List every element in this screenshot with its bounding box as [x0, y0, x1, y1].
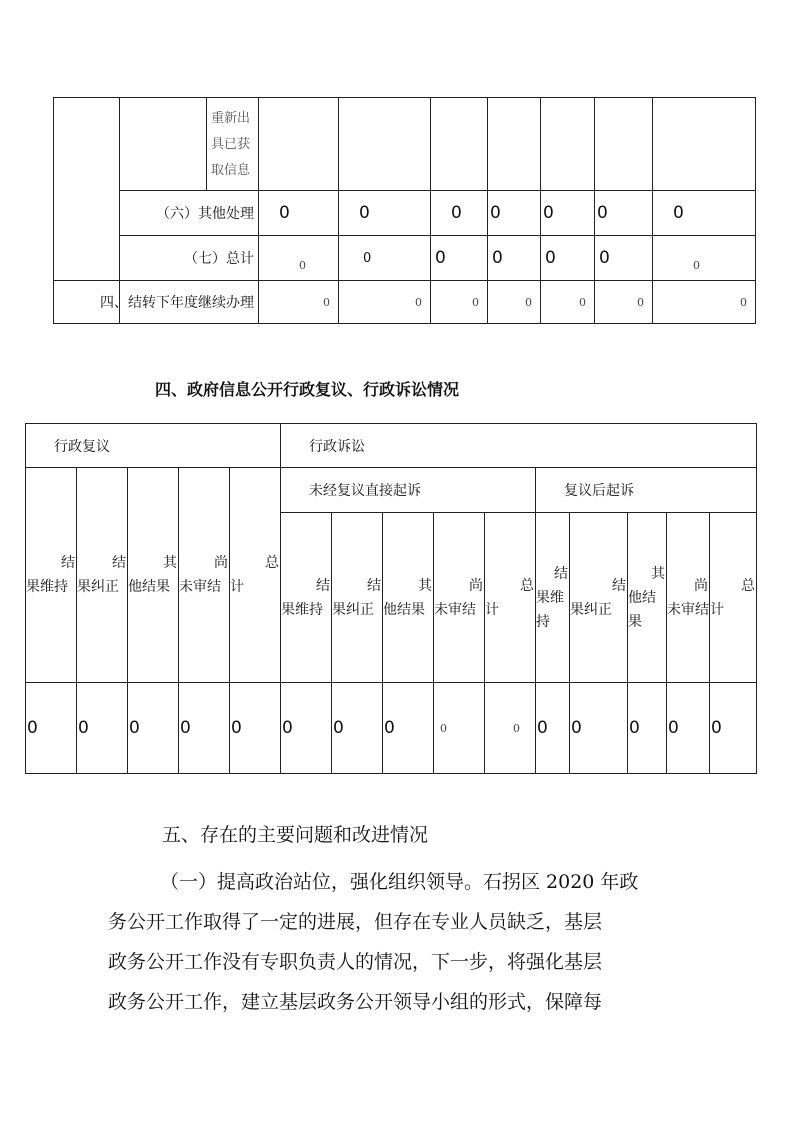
column-header-text: 结果纠正 — [77, 555, 126, 595]
table-cell: 0 — [540, 235, 595, 281]
table-cell: 0 — [331, 682, 383, 774]
table-cell: 0 — [627, 682, 667, 774]
table-cell: 0 — [258, 235, 339, 281]
row-label: （七）总计 — [119, 235, 259, 281]
table-cell: 0 — [338, 190, 431, 236]
paragraph-line: 政务公开工作没有专职负责人的情况，下一步，将强化基层 — [108, 951, 603, 973]
column-header-text: 其他结果 — [383, 577, 432, 618]
column-header — [433, 512, 485, 683]
column-header — [535, 512, 570, 683]
column-header-text: 尚未审结 — [434, 577, 483, 618]
table-cell: 0 — [382, 682, 434, 774]
paragraph-line: 政务公开工作，建立基层政务公开领导小组的形式，保障每 — [108, 991, 603, 1013]
table-cell: 0 — [535, 682, 570, 774]
table-cell: 0 — [594, 190, 653, 236]
table-cell: 0 — [280, 682, 332, 774]
row-label: （六）其他处理 — [119, 190, 259, 236]
header-direct: 未经复议直接起诉 — [280, 467, 536, 513]
table-cell: 0 — [594, 280, 653, 324]
table-cell: 0 — [652, 235, 756, 281]
paragraph-line: 务公开工作取得了一定的进展，但存在专业人员缺乏，基层 — [108, 911, 603, 933]
column-header — [569, 512, 628, 683]
table-cell: 0 — [594, 235, 653, 281]
column-header-text: 结果维持 — [26, 555, 75, 595]
column-header-text: 其他结果 — [628, 565, 665, 630]
header-litigation: 行政诉讼 — [280, 423, 757, 468]
column-header — [382, 512, 434, 683]
column-header — [627, 512, 667, 683]
column-header — [666, 512, 710, 683]
column-header-text: 总计 — [230, 555, 279, 595]
column-header-text: 结果维持 — [281, 577, 330, 618]
column-header — [484, 512, 536, 683]
column-header-text: 结果纠正 — [332, 577, 381, 618]
table-cell: 0 — [76, 682, 128, 774]
table-cell: 0 — [433, 682, 485, 774]
empty-cell — [652, 97, 756, 191]
section-5-title: 五、存在的主要问题和改进情况 — [162, 824, 429, 846]
column-header-text: 结果纠正 — [570, 577, 626, 618]
row-label: 四、结转下年度继续办理 — [53, 280, 259, 324]
column-header-text: 总计 — [485, 577, 534, 618]
table-cell: 0 — [229, 682, 281, 774]
table-cell: 0 — [430, 190, 488, 236]
column-header — [229, 467, 281, 683]
table-cell: 0 — [569, 682, 628, 774]
table-cell: 0 — [652, 280, 756, 324]
table-cell: 0 — [666, 682, 710, 774]
empty-cell — [594, 97, 653, 191]
empty-cell — [430, 97, 488, 191]
table-cell: 0 — [652, 190, 756, 236]
table-cell: 0 — [709, 682, 757, 774]
table-cell: 0 — [430, 280, 488, 324]
column-header-text: 结果维持 — [536, 565, 568, 630]
column-header — [178, 467, 230, 683]
table-cell: 0 — [338, 235, 431, 281]
table-cell: 0 — [178, 682, 230, 774]
table-cell: 0 — [487, 235, 541, 281]
table-cell: 0 — [540, 280, 595, 324]
table-cell: 0 — [484, 682, 536, 774]
column-header — [709, 512, 757, 683]
column-header — [331, 512, 383, 683]
paragraph-line: （一）提高政治站位，强化组织领导。石拐区 2020 年政 — [160, 871, 639, 893]
column-header — [280, 512, 332, 683]
paragraph — [108, 862, 698, 1022]
column-header-text: 尚未审结 — [179, 555, 228, 595]
table-cell: 0 — [338, 280, 431, 324]
column-header-text: 总计 — [710, 577, 755, 618]
header-after-review: 复议后起诉 — [535, 467, 757, 513]
section-4-title: 四、政府信息公开行政复议、行政诉讼情况 — [155, 380, 460, 399]
table-cell: 0 — [127, 682, 179, 774]
column-header-text: 其他结果 — [128, 555, 177, 595]
row-label-reissue: 重新出具已获取信息 — [206, 97, 259, 191]
empty-cell — [258, 97, 339, 191]
table-cell: 0 — [487, 280, 541, 324]
table-cell: 0 — [25, 682, 77, 774]
empty-cell — [540, 97, 595, 191]
table-cell: 0 — [258, 280, 339, 324]
column-header — [127, 467, 179, 683]
empty-cell — [487, 97, 541, 191]
table-cell: 0 — [487, 190, 541, 236]
column-header-text: 尚未审结 — [667, 577, 709, 618]
empty-cell — [119, 97, 207, 191]
table-cell: 0 — [258, 190, 339, 236]
empty-cell — [338, 97, 431, 191]
table-cell: 0 — [540, 190, 595, 236]
table-cell: 0 — [430, 235, 488, 281]
header-review: 行政复议 — [25, 423, 281, 468]
column-header — [25, 467, 77, 683]
column-header — [76, 467, 128, 683]
